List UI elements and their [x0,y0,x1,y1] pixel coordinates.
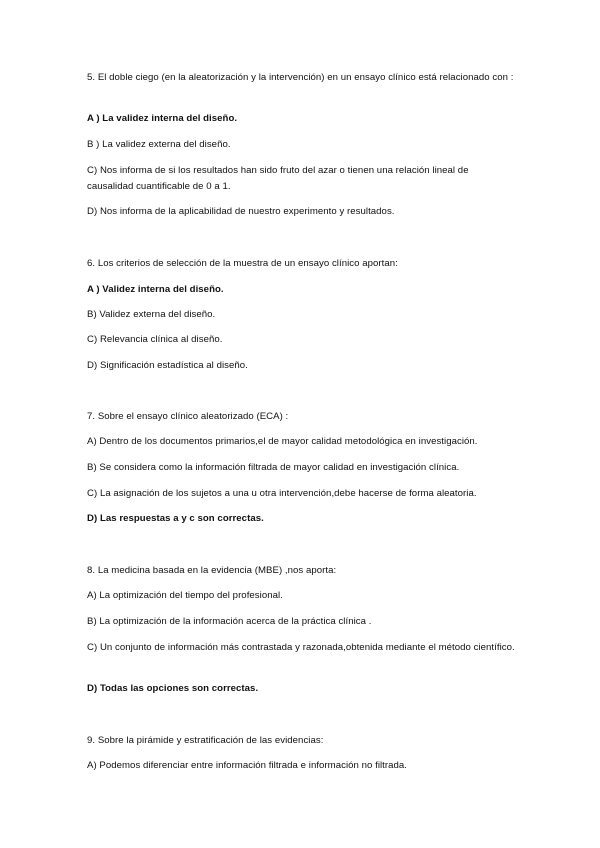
question-6-option-c: C) Relevancia clínica al diseño. [87,334,223,345]
question-8-text: 8. La medicina basada en la evidencia (MBE) ,nos aporta: [87,565,337,576]
question-6-option-d: D) Significación estadística al diseño. [87,360,248,371]
question-7-text: 7. Sobre el ensayo clínico aleatorizado (ECA) : [87,411,289,422]
question-8-option-a: A) La optimización del tiempo del profesional. [87,590,283,601]
question-8-option-d: D) Todas las opciones son correctas. [87,683,259,694]
question-7-option-d: D) Las respuestas a y c son correctas. [87,513,264,524]
question-9-text: 9. Sobre la pirámide y estratificación de las evidencias: [87,735,324,746]
question-7-option-b: B) Se considera como la información filtrada de mayor calidad en investigación clínica. [87,462,460,473]
question-8-option-b: B) La optimización de la información acerca de la práctica clínica . [87,616,372,627]
question-5-option-a: A ) La validez interna del diseño. [87,113,238,124]
question-6-text: 6. Los criterios de selección de la muestra de un ensayo clínico aportan: [87,258,398,269]
question-7-option-a: A) Dentro de los documentos primarios,el de mayor calidad metodológica en investigación. [87,436,478,447]
question-5-option-c: C) Nos informa de si los resultados han sido fruto del azar o tienen una relación lineal de causalidad cuantificable de 0 a 1. [87,165,469,192]
question-6-option-a: A ) Validez interna del diseño. [87,284,224,295]
question-5-text: 5. El doble ciego (en la aleatorización y la intervención) en un ensayo clínico está relacionado con : [87,72,514,83]
question-8-option-c: C) Un conjunto de información más contrastada y razonada,obtenida mediante el método científico. [87,642,515,653]
question-5-option-b: B ) La validez externa del diseño. [87,139,231,150]
question-9-option-a: A) Podemos diferenciar entre información filtrada e información no filtrada. [87,760,408,771]
question-6-option-b: B) Validez externa del diseño. [87,309,216,320]
question-5-option-d: D) Nos informa de la aplicabilidad de nuestro experimento y resultados. [87,206,395,217]
question-7-option-c: C) La asignación de los sujetos a una u otra intervención,debe hacerse de forma aleatoria. [87,488,477,499]
